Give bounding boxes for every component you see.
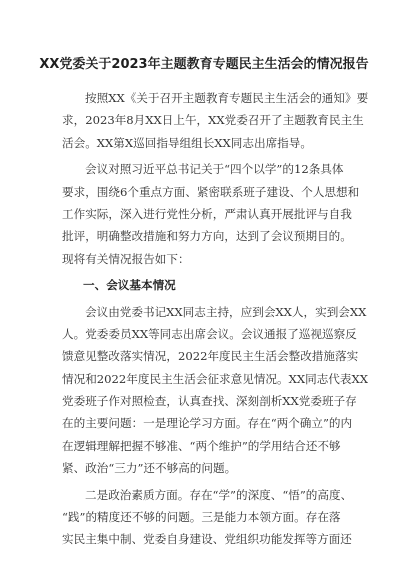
paragraph-line: 现将有关情况报告如下： <box>62 251 190 266</box>
paragraph-line: 求，2023年8月XX日上午，XX党委召开了主题教育民主生 <box>62 113 364 128</box>
document-title: XX党委关于2023年主题教育专题民主生活会的情况报告 <box>39 57 369 72</box>
paragraph-line: 在的主要问题：一是理论学习方面。存在“两个确立”的内 <box>62 416 353 431</box>
paragraph-line: 会议对照习近平总书记关于“四个以学”的12条具体 <box>85 162 344 177</box>
paragraph-line: 实民主集中制、党委自身建设、党组织功能发挥等方面还 <box>62 532 352 547</box>
paragraph-line: 批评，明确整改措施和努力方向，达到了会议预期目的。 <box>62 229 352 244</box>
paragraph-line: 活会。XX第X巡回指导组组长XX同志出席指导。 <box>62 135 312 150</box>
paragraph-line: 紧、政治“三力”还不够高的问题。 <box>62 461 237 476</box>
paragraph-line: 会议由党委书记XX同志主持，应到会XX人，实到会XX <box>85 304 367 319</box>
paragraph-line: 人。党委委员XX等同志出席会议。会议通报了巡视巡察反 <box>62 326 357 341</box>
paragraph-line: 工作实际，深入进行党性分析，严肃认真开展批评与自我 <box>62 206 352 221</box>
paragraph-line: 二是政治素质方面。存在“学”的深度、“悟”的高度、 <box>85 487 353 502</box>
paragraph-line: 情况和2022年度民主生活会征求意见情况。XX同志代表XX <box>62 371 368 386</box>
paragraph-line: 党委班子作对照检查，认真查找、深刻剖析XX党委班子存 <box>62 394 357 409</box>
section-heading: 一、会议基本情况 <box>83 278 176 293</box>
document-body <box>62 87 369 551</box>
paragraph-line: 要求，围绕6个重点方面、紧密联系班子建设、个人思想和 <box>62 184 360 199</box>
paragraph-line: 在逻辑理解把握不够准、“两个维护”的学用结合还不够 <box>62 438 341 453</box>
paragraph-line: “践”的精度还不够的问题。三是能力本领方面。存在落 <box>62 510 341 525</box>
paragraph-line: 按照XX《关于召开主题教育专题民主生活会的通知》要 <box>85 91 369 105</box>
paragraph-line: 馈意见整改落实情况，2022年度民主生活会整改措施落实 <box>62 349 359 364</box>
